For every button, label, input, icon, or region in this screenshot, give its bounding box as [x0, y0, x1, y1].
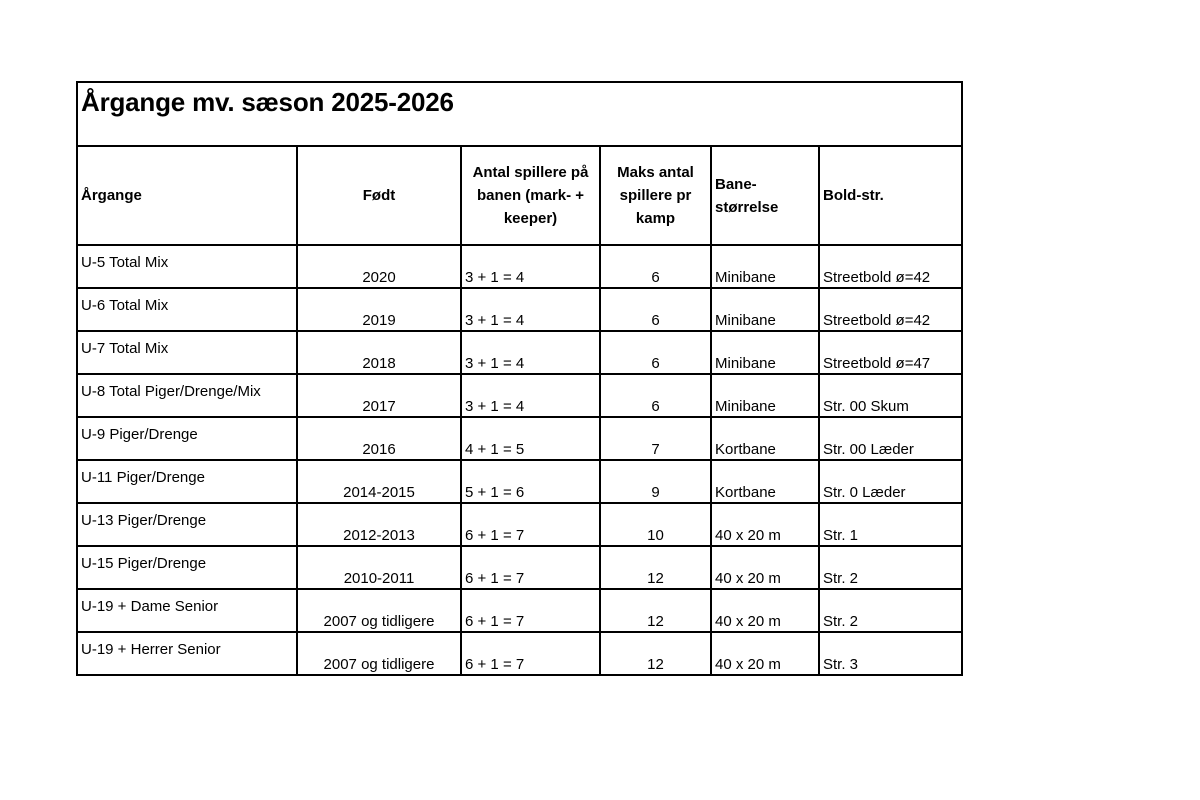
cell-antal-spillere: 3 + 1 = 4 — [461, 288, 600, 331]
cell-maks-antal: 6 — [600, 245, 711, 288]
page-title: Årgange mv. sæson 2025-2026 — [77, 82, 962, 146]
table-row — [77, 546, 962, 589]
header-argange: Årgange — [77, 146, 297, 245]
cell-maks-antal: 6 — [600, 331, 711, 374]
cell-maks-antal: 12 — [600, 589, 711, 632]
cell-antal-spillere: 6 + 1 = 7 — [461, 503, 600, 546]
cell-banestorrelse: 40 x 20 m — [711, 503, 819, 546]
cell-antal-spillere: 6 + 1 = 7 — [461, 589, 600, 632]
table-row — [77, 460, 962, 503]
cell-argange: U-13 Piger/Drenge — [77, 503, 297, 546]
cell-antal-spillere: 5 + 1 = 6 — [461, 460, 600, 503]
cell-fodt: 2020 — [297, 245, 461, 288]
cell-bold-str: Streetbold ø=42 — [819, 288, 962, 331]
table-row — [77, 589, 962, 632]
cell-argange: U-15 Piger/Drenge — [77, 546, 297, 589]
cell-banestorrelse: Minibane — [711, 331, 819, 374]
header-maks-antal: Maks antal spillere pr kamp — [600, 146, 711, 245]
cell-maks-antal: 7 — [600, 417, 711, 460]
cell-banestorrelse: Minibane — [711, 374, 819, 417]
cell-bold-str: Str. 2 — [819, 546, 962, 589]
cell-fodt: 2007 og tidligere — [297, 632, 461, 675]
cell-argange: U-11 Piger/Drenge — [77, 460, 297, 503]
cell-fodt: 2017 — [297, 374, 461, 417]
table-row — [77, 288, 962, 331]
cell-banestorrelse: Minibane — [711, 288, 819, 331]
cell-bold-str: Streetbold ø=47 — [819, 331, 962, 374]
cell-maks-antal: 12 — [600, 546, 711, 589]
cell-maks-antal: 6 — [600, 374, 711, 417]
table-row — [77, 245, 962, 288]
cell-maks-antal: 6 — [600, 288, 711, 331]
table-row — [77, 374, 962, 417]
table-body — [77, 245, 962, 675]
cell-maks-antal: 10 — [600, 503, 711, 546]
cell-fodt: 2019 — [297, 288, 461, 331]
table-row — [77, 632, 962, 675]
cell-argange: U-9 Piger/Drenge — [77, 417, 297, 460]
table-row — [77, 503, 962, 546]
cell-banestorrelse: Minibane — [711, 245, 819, 288]
cell-antal-spillere: 6 + 1 = 7 — [461, 632, 600, 675]
cell-banestorrelse: 40 x 20 m — [711, 589, 819, 632]
cell-banestorrelse: 40 x 20 m — [711, 632, 819, 675]
cell-fodt: 2010-2011 — [297, 546, 461, 589]
title-row — [77, 82, 962, 146]
cell-bold-str: Str. 1 — [819, 503, 962, 546]
table-row — [77, 331, 962, 374]
cell-argange: U-7 Total Mix — [77, 331, 297, 374]
cell-antal-spillere: 6 + 1 = 7 — [461, 546, 600, 589]
cell-bold-str: Str. 00 Skum — [819, 374, 962, 417]
cell-antal-spillere: 4 + 1 = 5 — [461, 417, 600, 460]
header-antal-spillere: Antal spillere på banen (mark- + keeper) — [461, 146, 600, 245]
cell-argange: U-5 Total Mix — [77, 245, 297, 288]
cell-antal-spillere: 3 + 1 = 4 — [461, 245, 600, 288]
season-table — [76, 81, 963, 676]
cell-banestorrelse: Kortbane — [711, 417, 819, 460]
cell-argange: U-6 Total Mix — [77, 288, 297, 331]
cell-fodt: 2007 og tidligere — [297, 589, 461, 632]
cell-bold-str: Str. 2 — [819, 589, 962, 632]
cell-fodt: 2016 — [297, 417, 461, 460]
cell-bold-str: Str. 3 — [819, 632, 962, 675]
cell-argange: U-8 Total Piger/Drenge/Mix — [77, 374, 297, 417]
header-row — [77, 146, 962, 245]
cell-bold-str: Str. 00 Læder — [819, 417, 962, 460]
cell-argange: U-19 + Herrer Senior — [77, 632, 297, 675]
cell-antal-spillere: 3 + 1 = 4 — [461, 374, 600, 417]
cell-bold-str: Str. 0 Læder — [819, 460, 962, 503]
cell-fodt: 2014-2015 — [297, 460, 461, 503]
cell-argange: U-19 + Dame Senior — [77, 589, 297, 632]
cell-banestorrelse: 40 x 20 m — [711, 546, 819, 589]
cell-fodt: 2018 — [297, 331, 461, 374]
cell-banestorrelse: Kortbane — [711, 460, 819, 503]
cell-maks-antal: 12 — [600, 632, 711, 675]
cell-fodt: 2012-2013 — [297, 503, 461, 546]
header-bold-str: Bold-str. — [819, 146, 962, 245]
cell-bold-str: Streetbold ø=42 — [819, 245, 962, 288]
cell-maks-antal: 9 — [600, 460, 711, 503]
cell-antal-spillere: 3 + 1 = 4 — [461, 331, 600, 374]
header-fodt: Født — [297, 146, 461, 245]
header-banestorrelse: Bane-størrelse — [711, 146, 819, 245]
table-row — [77, 417, 962, 460]
